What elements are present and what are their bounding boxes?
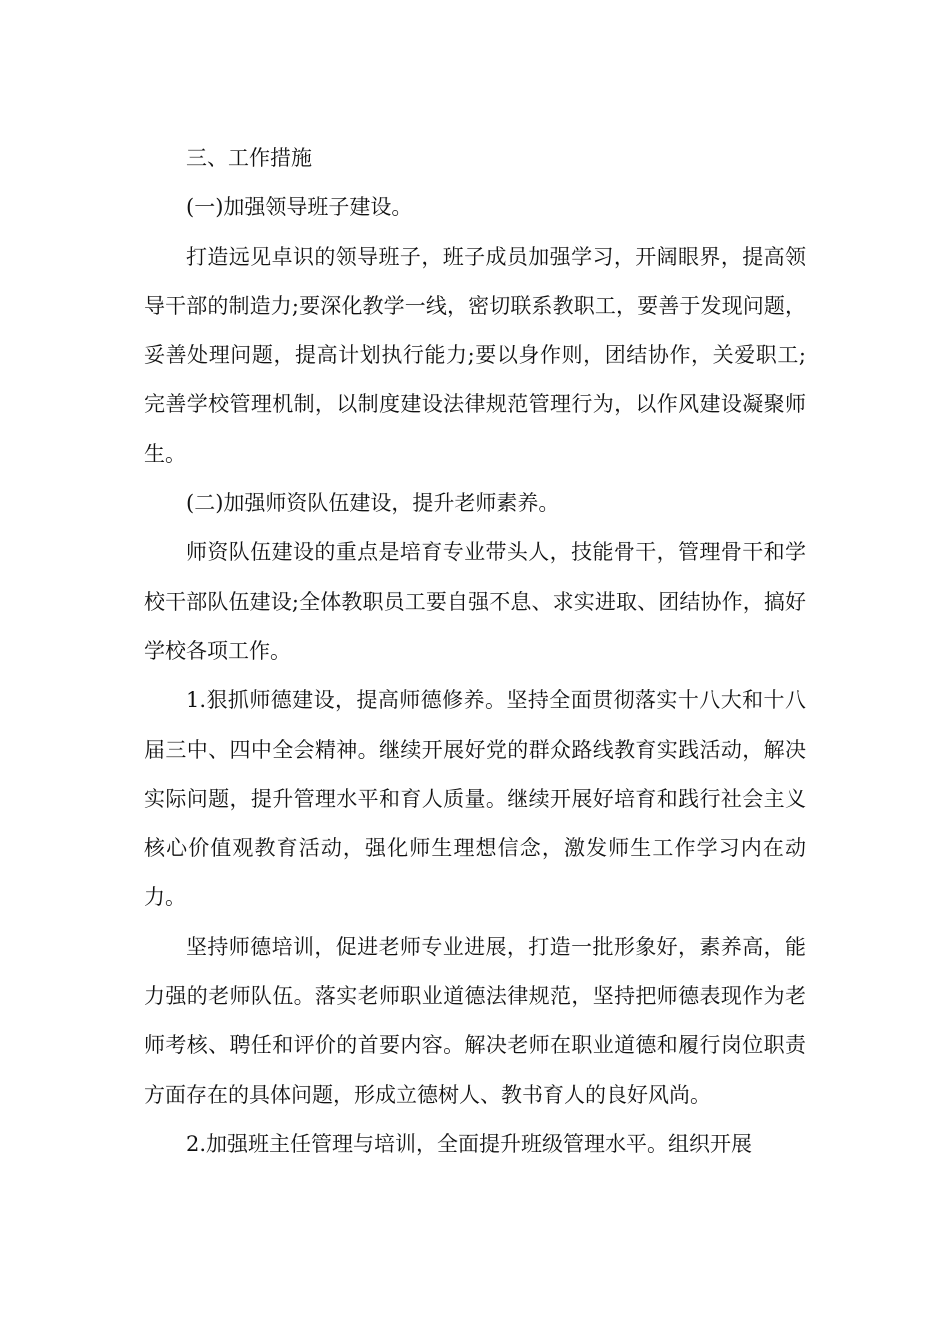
subsection-heading-1: (一)加强领导班子建设。 [186,195,413,220]
paragraph-ethics: 1.狠抓师德建设，提高师德修养。坚持全面贯彻落实十八大和十八届三中、四中全会精神。继续开展好党的群众路线教育实践活动，解决实际问题，提升管理水平和育人质量。继续开展好培育和践行社会主义核心价值观教育活动，强化师生理想信念，激发师生工作学习内在动力。 [144,688,806,910]
subsection-heading-2: (二)加强师资队伍建设，提升老师素养。 [186,491,560,516]
paragraph-leadership: 打造远见卓识的领导班子，班子成员加强学习，开阔眼界，提高领导干部的制造力;要深化教学一线，密切联系教职工，要善于发现问题，妥善处理问题，提高计划执行能力;要以身作则，团结协作，关爱职工;完善学校管理机制，以制度建设法律规范管理行为，以作风建设凝聚师生。 [144,244,806,466]
paragraph-teaching-staff: 师资队伍建设的重点是培育专业带头人，技能骨干，管理骨干和学校干部队伍建设;全体教职员工要自强不息、求实进取、团结协作，搞好学校各项工作。 [144,540,806,663]
paragraph-class-teacher: 2.加强班主任管理与培训，全面提升班级管理水平。组织开展 [186,1131,753,1156]
section-heading: 三、工作措施 [186,146,312,170]
paragraph-ethics-training: 坚持师德培训，促进老师专业进展，打造一批形象好，素养高，能力强的老师队伍。落实老师职业道德法律规范，坚持把师德表现作为老师考核、聘任和评价的首要内容。解决老师在职业道德和履行岗位职责方面存在的具体问题，形成立德树人、教书育人的良好风尚。 [144,934,806,1107]
document-body [144,134,806,1169]
